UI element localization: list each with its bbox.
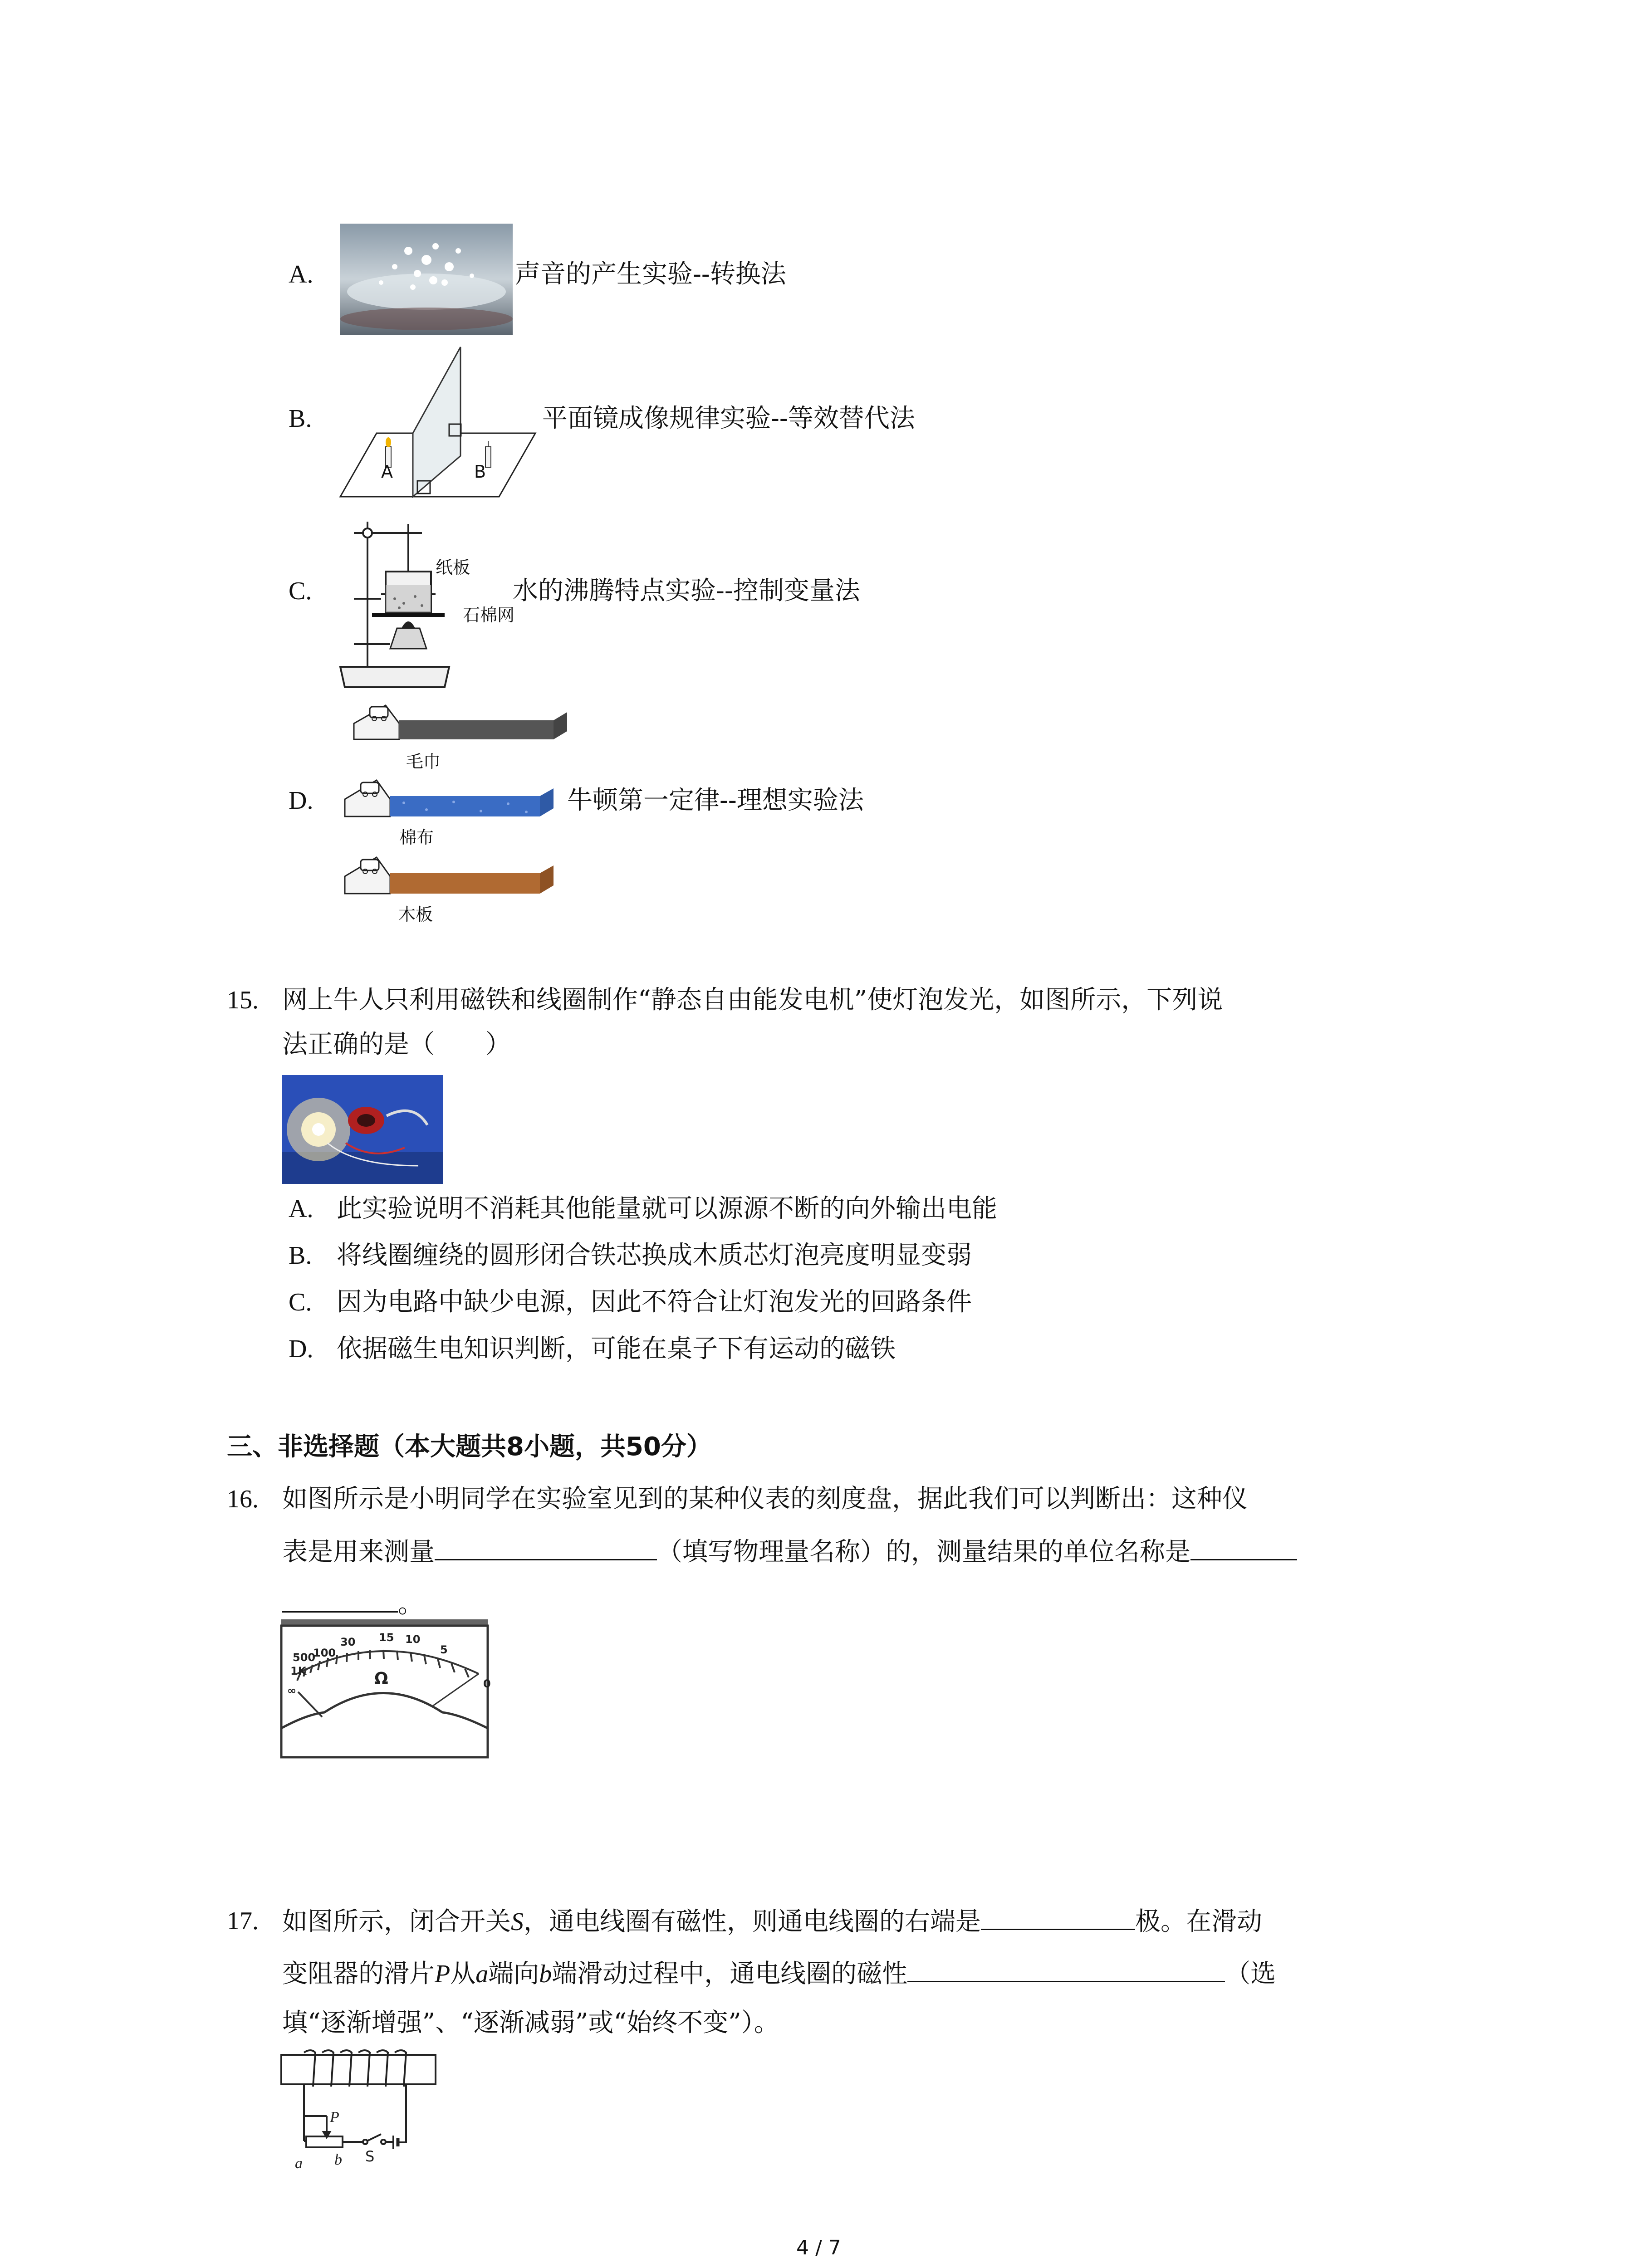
incline-surface-towel [354, 699, 567, 744]
plane-mirror-diagram [340, 345, 540, 503]
page-number: 4 / 7 [796, 2236, 841, 2259]
q16-line1: 如图所示是小明同学在实验室见到的某种仪表的刻度盘，据此我们可以判断出：这种仪 [282, 1484, 1248, 1514]
option-d-letter: D. [289, 787, 314, 815]
q16-line3-end: 。 [398, 1589, 423, 1619]
q17-slider-var: P [435, 1960, 451, 1988]
option-b-letter: B. [289, 405, 312, 433]
q15-stem-line2: 法正确的是（ ） [282, 1030, 511, 1059]
q15-stem-line1: 网上牛人只利用磁铁和线圈制作“静态自由能发电机”使灯泡发光，如图所示，下列说 [282, 985, 1223, 1015]
q17-line1-c: 极。在滑动 [1135, 1907, 1262, 1936]
dial-unit-symbol: Ω [374, 1669, 388, 1688]
q17-line2-d: 端滑动过程中，通电线圈的磁性 [552, 1959, 908, 1989]
incline-surface-cotton [345, 771, 554, 821]
q17-switch-var: S [511, 1908, 524, 1936]
circuit-label-a: a [295, 2155, 303, 2172]
dial-label-15: 15 [379, 1631, 394, 1644]
q15-option-a-text: 此实验说明不消耗其他能量就可以源源不断的向外输出电能 [337, 1194, 997, 1223]
q17-end-a: a [475, 1960, 489, 1988]
option-a-text: 声音的产生实验--转换法 [515, 259, 786, 289]
circuit-label-p: P [330, 2109, 339, 2126]
label-cotton: 棉布 [399, 827, 434, 847]
q16-number: 16. [227, 1485, 259, 1513]
dial-label-1k: 1K [290, 1665, 307, 1677]
q15-option-c-text: 因为电路中缺少电源，因此不符合让灯泡发光的回路条件 [337, 1287, 972, 1317]
q15-option-c-letter: C. [289, 1288, 312, 1316]
q17-end-b: b [539, 1960, 552, 1988]
label-paperboard: 纸板 [436, 557, 470, 577]
label-wood: 木板 [398, 904, 433, 924]
q16-line2-a: 表是用来测量 [282, 1537, 435, 1567]
dial-label-5: 5 [440, 1643, 448, 1656]
q15-option-b-letter: B. [289, 1242, 312, 1270]
section-title: 三、非选择题（本大题共8小题，共50分） [227, 1432, 712, 1461]
q15-option-d-letter: D. [289, 1335, 314, 1363]
option-c-text: 水的沸腾特点实验--控制变量法 [513, 576, 860, 606]
option-c-letter: C. [289, 577, 312, 605]
option-b-text: 平面镜成像规律实验--等效替代法 [542, 404, 915, 433]
dial-label-10: 10 [405, 1633, 421, 1646]
dial-label-infinity: ∞ [287, 1684, 296, 1697]
q16-blank-quantity[interactable] [435, 1535, 657, 1560]
dial-label-30: 30 [340, 1636, 356, 1648]
q16-blank-unit-part2[interactable] [282, 1588, 398, 1613]
q15-option-b-text: 将线圈缠绕的圆形闭合铁芯换成木质芯灯泡亮度明显变弱 [337, 1241, 972, 1270]
label-asbestos-net: 石棉网 [463, 605, 515, 625]
mirror-label-a: A [381, 462, 393, 482]
incline-surface-wood [345, 848, 554, 898]
generator-photo [282, 1075, 443, 1184]
q16-blank-unit-part1[interactable] [1190, 1535, 1297, 1560]
circuit-label-b: b [334, 2151, 342, 2168]
boiling-water-apparatus [340, 513, 522, 687]
q17-blank-magnetism[interactable] [907, 1957, 1225, 1982]
q17-line2-b: 从 [450, 1959, 476, 1989]
q17-blank-pole[interactable] [981, 1905, 1135, 1930]
circuit-label-s: S [365, 2148, 375, 2165]
q15-number: 15. [227, 986, 259, 1014]
q17-line2-a: 变阻器的滑片 [282, 1959, 435, 1989]
option-d-text: 牛顿第一定律--理想实验法 [567, 786, 864, 815]
q17-line2-e: （选 [1225, 1959, 1276, 1989]
q17-line2-c: 端向 [488, 1959, 539, 1989]
dial-label-0: 0 [483, 1677, 491, 1690]
q17-line1-a: 如图所示，闭合开关 [282, 1907, 511, 1936]
option-a-letter: A. [289, 260, 314, 288]
q15-option-a-letter: A. [289, 1195, 314, 1223]
dial-label-100: 100 [313, 1647, 336, 1659]
q17-line3: 填“逐渐增强”、“逐渐减弱”或“始终不变”）。 [282, 2008, 779, 2038]
sound-experiment-photo [340, 224, 513, 335]
ohmmeter-dial [279, 1619, 497, 1760]
q17-number: 17. [227, 1907, 259, 1935]
q17-line1-b: ，通电线圈有磁性，则通电线圈的右端是 [524, 1907, 981, 1936]
mirror-label-b: B [474, 462, 486, 482]
label-towel: 毛巾 [406, 752, 441, 772]
coil-circuit-diagram [279, 2046, 442, 2177]
q15-option-d-text: 依据磁生电知识判断，可能在桌子下有运动的磁铁 [337, 1334, 896, 1364]
dial-label-500: 500 [293, 1651, 316, 1664]
q16-line2-b: （填写物理量名称）的，测量结果的单位名称是 [657, 1537, 1190, 1567]
